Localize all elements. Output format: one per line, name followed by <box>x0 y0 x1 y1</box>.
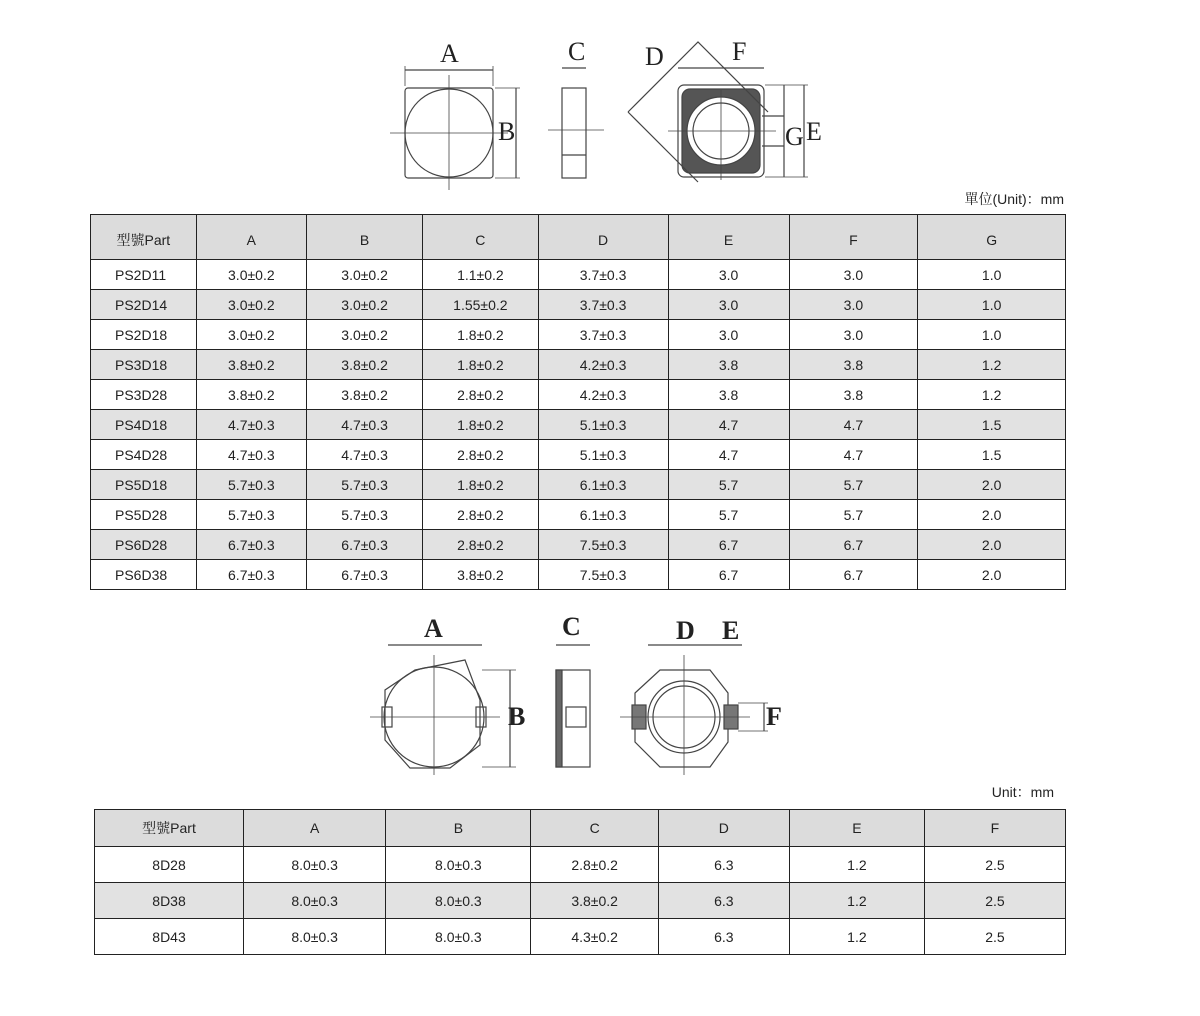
dimension-cell: 3.0±0.2 <box>196 320 306 350</box>
dimension-cell: 6.7±0.3 <box>196 530 306 560</box>
dimension-cell: 3.8±0.2 <box>306 350 422 380</box>
top-dimension-drawing <box>380 30 840 190</box>
dimension-cell: 6.3 <box>658 919 789 955</box>
table-row <box>91 500 1066 530</box>
dimension-cell: 1.2 <box>789 847 924 883</box>
dimension-cell: 3.8±0.2 <box>531 883 658 919</box>
top-unit-label: 單位(Unit)：mm <box>964 191 1064 207</box>
table-row <box>91 440 1066 470</box>
dimension-cell: 5.7 <box>668 500 789 530</box>
dim-label-b: B <box>498 117 516 146</box>
dimension-cell: 3.7±0.3 <box>538 290 668 320</box>
column-header: F <box>924 810 1065 847</box>
part-number-cell: 8D43 <box>95 919 244 955</box>
part-number-cell: PS3D18 <box>91 350 197 380</box>
header-row <box>91 215 1066 260</box>
part-number-cell: PS2D18 <box>91 320 197 350</box>
table-row <box>91 320 1066 350</box>
table-row <box>95 883 1066 919</box>
dimension-cell: 1.0 <box>918 260 1066 290</box>
dimension-cell: 6.7 <box>668 530 789 560</box>
table-row <box>91 350 1066 380</box>
table-row <box>91 260 1066 290</box>
dimension-cell: 3.8±0.2 <box>306 380 422 410</box>
part-number-cell: PS4D28 <box>91 440 197 470</box>
dimension-cell: 8.0±0.3 <box>386 883 531 919</box>
dimension-cell: 4.7±0.3 <box>196 440 306 470</box>
dimension-cell: 3.7±0.3 <box>538 260 668 290</box>
table-row <box>95 847 1066 883</box>
column-header: C <box>423 215 538 260</box>
dimension-cell: 3.0 <box>789 320 918 350</box>
dimension-cell: 1.5 <box>918 440 1066 470</box>
dimension-cell: 3.0±0.2 <box>306 290 422 320</box>
dimension-cell: 1.0 <box>918 290 1066 320</box>
table-row <box>91 530 1066 560</box>
dimension-cell: 4.3±0.2 <box>531 919 658 955</box>
dimension-cell: 1.5 <box>918 410 1066 440</box>
dimension-cell: 8.0±0.3 <box>386 919 531 955</box>
dimension-cell: 2.0 <box>918 560 1066 590</box>
dimension-cell: 2.8±0.2 <box>423 530 538 560</box>
dimension-cell: 6.7±0.3 <box>306 530 422 560</box>
dimension-cell: 1.2 <box>918 380 1066 410</box>
dim-label-e: E <box>806 117 822 146</box>
part-number-cell: PS2D11 <box>91 260 197 290</box>
column-header: D <box>538 215 668 260</box>
dimension-cell: 4.7 <box>789 440 918 470</box>
dimension-cell: 2.0 <box>918 500 1066 530</box>
dim-label-d2: D <box>676 616 695 645</box>
dimension-cell: 6.7 <box>789 530 918 560</box>
dimension-cell: 5.1±0.3 <box>538 440 668 470</box>
dimension-cell: 3.8 <box>789 380 918 410</box>
dimension-cell: 5.7 <box>668 470 789 500</box>
part-number-cell: PS2D14 <box>91 290 197 320</box>
dimension-cell: 1.0 <box>918 320 1066 350</box>
dimension-cell: 6.7±0.3 <box>196 560 306 590</box>
dimension-cell: 3.0 <box>668 320 789 350</box>
column-header: A <box>196 215 306 260</box>
dimension-cell: 1.2 <box>789 883 924 919</box>
dim-label-b2: B <box>508 702 526 731</box>
dimension-cell: 3.0 <box>789 290 918 320</box>
header-row <box>95 810 1066 847</box>
column-header: E <box>789 810 924 847</box>
dimension-cell: 6.1±0.3 <box>538 500 668 530</box>
dimension-cell: 3.8 <box>789 350 918 380</box>
dimension-cell: 6.1±0.3 <box>538 470 668 500</box>
dimension-cell: 7.5±0.3 <box>538 560 668 590</box>
table-row <box>91 470 1066 500</box>
table-row <box>91 380 1066 410</box>
dimension-cell: 5.7 <box>789 500 918 530</box>
dimension-cell: 8.0±0.3 <box>244 883 386 919</box>
dimension-cell: 4.7 <box>789 410 918 440</box>
column-header: G <box>918 215 1066 260</box>
dimension-cell: 1.2 <box>918 350 1066 380</box>
column-header: D <box>658 810 789 847</box>
column-header: C <box>531 810 658 847</box>
column-header: A <box>244 810 386 847</box>
dimension-cell: 3.0 <box>668 260 789 290</box>
table-row <box>91 560 1066 590</box>
dimension-cell: 8.0±0.3 <box>244 847 386 883</box>
top-spec-table <box>90 214 1066 590</box>
dimension-cell: 3.8±0.2 <box>196 380 306 410</box>
dimension-cell: 3.7±0.3 <box>538 320 668 350</box>
dim-label-e2: E <box>722 616 740 645</box>
dimension-cell: 8.0±0.3 <box>386 847 531 883</box>
dimension-cell: 4.7±0.3 <box>306 440 422 470</box>
dimension-cell: 5.7±0.3 <box>306 470 422 500</box>
dim-label-g: G <box>785 122 804 151</box>
dimension-cell: 2.5 <box>924 847 1065 883</box>
part-number-cell: PS5D28 <box>91 500 197 530</box>
dimension-cell: 1.2 <box>789 919 924 955</box>
bottom-dimension-drawing <box>370 615 790 775</box>
column-header: E <box>668 215 789 260</box>
dimension-cell: 3.0 <box>789 260 918 290</box>
column-header: 型號Part <box>95 810 244 847</box>
dimension-cell: 4.7±0.3 <box>196 410 306 440</box>
table-row <box>95 919 1066 955</box>
dimension-cell: 3.8±0.2 <box>423 560 538 590</box>
dimension-cell: 3.0±0.2 <box>196 260 306 290</box>
dimension-cell: 2.5 <box>924 883 1065 919</box>
dimension-cell: 6.7±0.3 <box>306 560 422 590</box>
part-number-cell: 8D28 <box>95 847 244 883</box>
table-row <box>91 290 1066 320</box>
dim-label-d: D <box>645 42 664 71</box>
dimension-cell: 2.5 <box>924 919 1065 955</box>
dimension-cell: 3.0±0.2 <box>306 320 422 350</box>
dimension-cell: 1.55±0.2 <box>423 290 538 320</box>
part-number-cell: PS6D38 <box>91 560 197 590</box>
dimension-cell: 3.8 <box>668 350 789 380</box>
dimension-cell: 3.0±0.2 <box>306 260 422 290</box>
dim-label-c2: C <box>562 615 581 641</box>
dimension-cell: 3.0 <box>668 290 789 320</box>
table-row <box>91 410 1066 440</box>
dimension-cell: 1.8±0.2 <box>423 410 538 440</box>
dimension-cell: 3.8±0.2 <box>196 350 306 380</box>
part-number-cell: 8D38 <box>95 883 244 919</box>
bottom-spec-table <box>94 809 1066 955</box>
part-number-cell: PS3D28 <box>91 380 197 410</box>
dimension-cell: 5.1±0.3 <box>538 410 668 440</box>
dimension-cell: 4.7 <box>668 410 789 440</box>
dimension-cell: 6.7 <box>789 560 918 590</box>
bottom-unit-label: Unit：mm <box>991 784 1054 800</box>
dim-label-a2: A <box>424 615 443 643</box>
part-number-cell: PS6D28 <box>91 530 197 560</box>
dim-label-a: A <box>440 39 459 68</box>
dimension-cell: 1.1±0.2 <box>423 260 538 290</box>
dimension-cell: 5.7±0.3 <box>306 500 422 530</box>
dimension-cell: 6.3 <box>658 883 789 919</box>
dimension-cell: 4.2±0.3 <box>538 350 668 380</box>
dimension-cell: 3.8 <box>668 380 789 410</box>
dimension-cell: 1.8±0.2 <box>423 350 538 380</box>
dimension-cell: 5.7±0.3 <box>196 500 306 530</box>
dimension-cell: 5.7 <box>789 470 918 500</box>
dimension-cell: 4.7 <box>668 440 789 470</box>
part-number-cell: PS4D18 <box>91 410 197 440</box>
dim-label-c: C <box>568 37 586 66</box>
dimension-cell: 6.3 <box>658 847 789 883</box>
dim-label-f2: F <box>766 702 782 731</box>
dimension-cell: 4.7±0.3 <box>306 410 422 440</box>
column-header: 型號Part <box>91 215 197 260</box>
dimension-cell: 1.8±0.2 <box>423 470 538 500</box>
dimension-cell: 2.0 <box>918 530 1066 560</box>
dimension-cell: 2.8±0.2 <box>423 380 538 410</box>
column-header: B <box>386 810 531 847</box>
column-header: B <box>306 215 422 260</box>
dimension-cell: 2.8±0.2 <box>423 440 538 470</box>
dim-label-f: F <box>732 37 747 66</box>
dimension-cell: 5.7±0.3 <box>196 470 306 500</box>
part-number-cell: PS5D18 <box>91 470 197 500</box>
dimension-cell: 1.8±0.2 <box>423 320 538 350</box>
dimension-cell: 7.5±0.3 <box>538 530 668 560</box>
dimension-cell: 2.8±0.2 <box>531 847 658 883</box>
dimension-cell: 8.0±0.3 <box>244 919 386 955</box>
dimension-cell: 3.0±0.2 <box>196 290 306 320</box>
dimension-cell: 6.7 <box>668 560 789 590</box>
dimension-cell: 2.8±0.2 <box>423 500 538 530</box>
dimension-cell: 2.0 <box>918 470 1066 500</box>
dimension-cell: 4.2±0.3 <box>538 380 668 410</box>
column-header: F <box>789 215 918 260</box>
